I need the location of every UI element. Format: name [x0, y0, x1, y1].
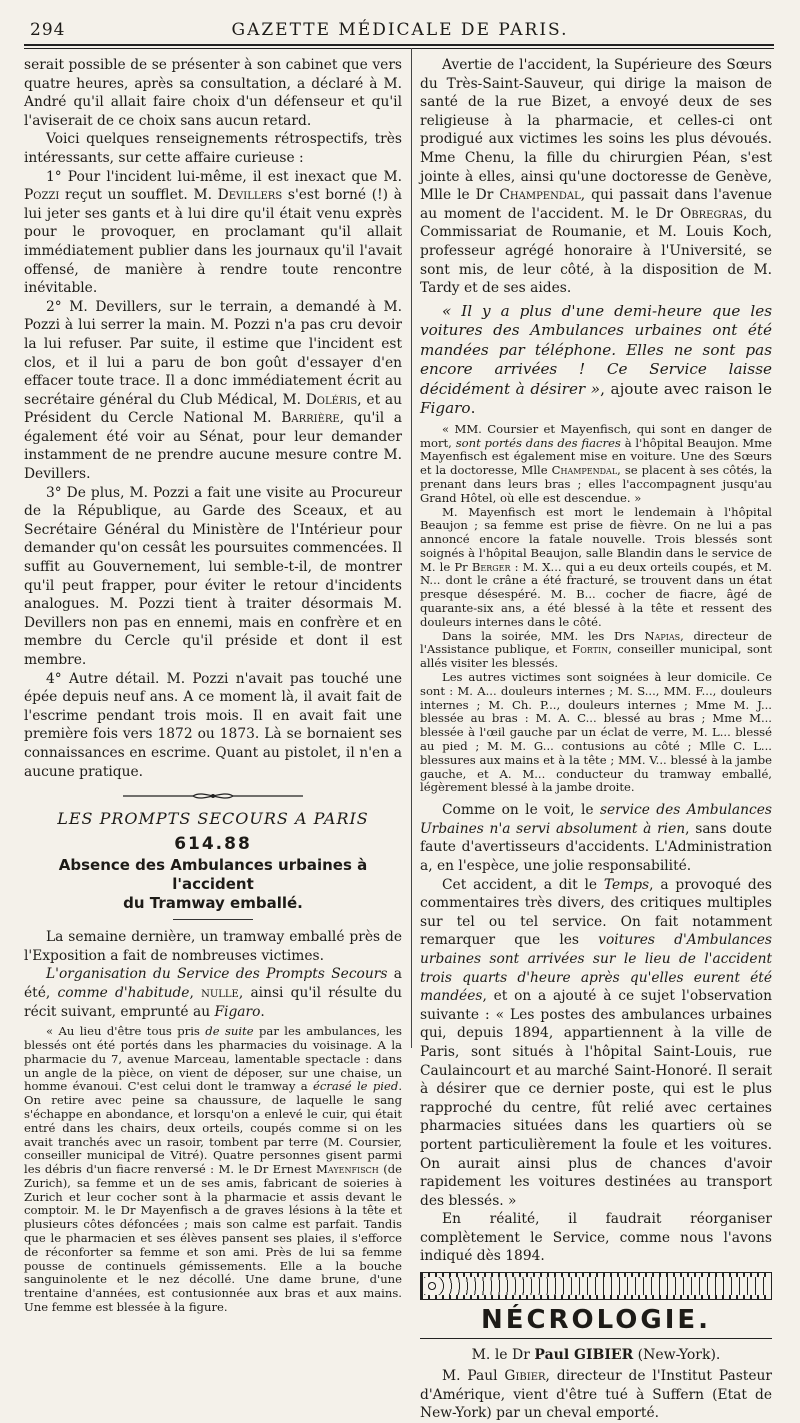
header-rule	[24, 44, 774, 49]
paragraph: 2° M. Devillers, sur le terrain, a demandé à M. Pozzi à lui serrer la main. M. Pozzi n'a pas cru devoir la lui refuser. Par suite, il estime que l'incident est clos, et il lui a paru de bon goût d'essayer d'en effacer toute trace. Il a donc immédiatement écrit au secrétaire général du Club Médical, M. Doléris, et au Président du Cercle National M. Barrière, qu'il a également été voir au Sénat, pour leur demander instamment de ne prendre aucune mesure contre M. Devillers.	[24, 298, 402, 483]
ornamental-band	[420, 1272, 772, 1300]
paragraph: Comme on le voit, le service des Ambulances Urbaines n'a servi absolument à rien, sans doute faute d'avertisseurs d'accidents. L'Administration a, en l'espèce, une jolie responsabilité.	[420, 802, 772, 875]
column-divider	[411, 48, 412, 1048]
journal-title: GAZETTE MÉDICALE DE PARIS.	[231, 20, 569, 40]
paragraph: La semaine dernière, un tramway emballé près de l'Exposition a fait de nombreuses victimes.	[24, 929, 402, 964]
obituary-heading: NÉCROLOGIE.	[480, 1305, 712, 1336]
paragraph: 3° De plus, M. Pozzi a fait une visite au Procureur de la République, au Garde des Sceaux, et au Secrétaire Général du Ministère de l'Intérieur pour demander qu'on cessât les poursuites commencées. Il suffit au Gouvernement, lui semble-t-il, de montrer qu'il peut frapper, pour éviter le retour d'incidents analogues. M. Pozzi tient à traiter désormais M. Devillers non pas en ennemi, mais en confrère et en membre du Cercle qu'il préside et dont il est membre.	[24, 484, 402, 668]
quoted-text: Dans la soirée, MM. les Drs Napias, directeur de l'Assistance publique, et Fortin, conseiller municipal, sont allés visiter les blessés.	[420, 628, 772, 671]
quoted-text: « MM. Coursier et Mayenfisch, qui sont en danger de mort, sont portés dans des fiacres à l'hôpital Beaujon. Mme Mayenfisch est également mise en voiture. Une des Sœurs et la doctoresse, Mlle Champendal, se placent à ses côtés, la prenant dans leurs bras ; elles l'accompagnent jusqu'au Grand Hôtel, où elle est descendue. »	[420, 421, 773, 505]
quoted-text: Les autres victimes sont soignées à leur domicile. Ce sont : M. A... douleurs internes ; M. S..., MM. F..., douleurs internes ; M. Ch. P..., douleurs internes ; Mme M. J... blessée au bras : M. A. C... blessé au bras ; Mme M... blessée à l'œil gauche par un éclat de verre, M. L... blessé au pied ; M. M. G... contusions au côté ; Mlle C. L... blessures aux mains et à la tête ; MM. V... blessé à la jambe gauche, et A. M... conducteur du tramway emballé, légèrement blessé à la jambe droite.	[420, 670, 772, 795]
quoted-text: M. Mayenfisch est mort le lendemain à l'hôpital Beaujon ; sa femme est prise de fièvre. On ne lui a pas annoncé encore la fatale nouvelle. Trois blessés sont soignés à l'hôpital Beaujon, salle Blandin dans le service de M. le Pr Berger : M. X... qui a eu deux orteils coupés, et M. N... dont le crâne a été fracturé, se trouvent dans un état presque désespéré. M. B... cocher de fiacre, âgé de quarante-six ans, a été blessé à la tête et ressent des douleurs internes dans le côté.	[420, 504, 772, 629]
quoted-text: « Au lieu d'être tous pris de suite par les ambulances, les blessés ont été portés dans les pharmacies du voisinage. A la pharmacie du 7, avenue Marceau, lamentable spectacle : dans un angle de la pièce, on vient de déposer, sur une chaise, un homme évanoui. C'est celui dont le tramway a écrasé le pied. On retire avec peine sa chaussure, de laquelle le sang s'échappe en abondance, et lorsqu'on a enlevé le cuir, qui était entré dans les chairs, deux orteils, coupés comme si on les avait tranchés avec un rasoir, tombent par terre (M. Coursier, conseiller municipal de Vitré). Quatre personnes gisent parmi les débris d'un fiacre renversé : M. le Dr Ernest Mayenfisch (de Zurich), sa femme et un de ses amis, fabricant de soieries à Zurich et leur cocher sont à la pharmacie et assis devant le comptoir. M. le Dr Mayenfisch a de graves lésions à la tête et plusieurs côtes défoncées ; mais son calme est parfait. Tandis que le pharmacien et ses élèves pansent ses plaies, il s'efforce de réconforter sa femme et son ami. Près de lui sa femme pousse de continuels gémissements. Elle a la bouche sanguinolente et le nez décollé. Une dame brune, d'une trentaine d'années, est contusionnée aux bras et aux mains. Une femme est blessée à la figure.	[24, 1024, 402, 1315]
paragraph: serait possible de se présenter à son cabinet que vers quatre heures, après sa consultation, a déclaré à M. André qu'il allait faire choix d'un défenseur et qu'il l'aviserait de ce choix sans aucun retard.	[24, 57, 402, 129]
paragraph: M. Paul Gibier, directeur de l'Institut Pasteur d'Amérique, vient d'être tué à Suffern (Etat de New-York) par un cheval emporté.	[420, 1368, 772, 1422]
left-column	[24, 56, 402, 1315]
highlighted-quote: « Il y a plus d'une demi-heure que les voitures des Ambulances urbaines ont été mandées par téléphone. Elles ne sont pas encore arrivées ! Ce Service laisse décidément à désirer », ajoute avec raison le Figaro.	[420, 301, 772, 418]
page-header	[30, 18, 770, 42]
article-headline: du Tramway emballé.	[123, 894, 303, 913]
ornament-divider	[24, 789, 402, 803]
section-title: LES PROMPTS SECOURS A PARIS	[57, 809, 369, 829]
heading-rule	[420, 1338, 772, 1339]
paragraph: Avertie de l'accident, la Supérieure des Sœurs du Très-Saint-Sauveur, qui dirige la maison de santé de la rue Bizet, a envoyé deux de ses religieuse à la pharmacie, et celles-ci ont prodigué aux victimes les soins les plus dévoués. Mme Chenu, la fille du chirurgien Péan, s'est jointe à elles, ainsi qu'une doctoresse de Genève, Mlle le Dr Champendal, qui passait dans l'avenue au moment de l'accident. M. le Dr Obregras, du Commissariat de Roumanie, et M. Louis Koch, professeur agrégé honoraire à l'Université, se sont mis, de leur côté, à la disposition de M. Tardy et de ses aides.	[420, 57, 772, 297]
classification-number: 614.88	[174, 834, 252, 855]
paragraph: En réalité, il faudrait réorganiser complètement le Service, comme nous l'avons indiqué dès 1894.	[420, 1211, 772, 1265]
short-rule	[173, 919, 253, 920]
paragraph: Cet accident, a dit le Temps, a provoqué des commentaires très divers, des critiques multiples sur tel ou tel service. On fait notamment remarquer que les voitures d'Ambulances urbaines sont arrivées sur le lieu de l'accident trois quarts d'heure après qu'elles eurent été mandées, et on a ajouté à ce sujet l'observation suivante : « Les postes des ambulances urbaines qui, depuis 1894, appartiennent à la ville de Paris, sont situés à l'hôpital Saint-Louis, rue Caulaincourt et au marché Saint-Honoré. Il serait à désirer que ce dernier poste, qui est le plus rapproché du centre, fût relié avec certaines pharmacies situées dans les quartiers où se portent particulièrement la foule et les voitures. On aurait ainsi plus de chances d'avoir rapidement les voitures destinées au transport des blessés. »	[420, 876, 773, 1209]
paragraph: 4° Autre détail. M. Pozzi n'avait pas touché une épée depuis neuf ans. A ce moment là, il avait fait de l'escrime pendant trois mois. Il en avait fait une première fois vers 1872 ou 1873. Là se bornaient ses connaissances en escrime. Quant au pistolet, il n'en a aucune pratique.	[24, 670, 402, 780]
paragraph: L'organisation du Service des Prompts Secours a été, comme d'habitude, nulle, ainsi qu'il résulte du récit suivant, emprunté au Figaro.	[24, 966, 402, 1020]
paragraph: Voici quelques renseignements rétrospectifs, très intéressants, sur cette affaire curieuse :	[24, 131, 402, 166]
page-number: 294	[30, 20, 66, 40]
right-column	[420, 56, 772, 1423]
paragraph: 1° Pour l'incident lui-même, il est inexact que M. Pozzi reçut un soufflet. M. Devillers s'est borné (!) à lui jeter ses gants et à lui dire qu'il était venu exprès pour le provoquer, en proclamant qu'il allait immédiatement publier dans les journaux qu'il l'avait offensé, de manière à rendre toute rencontre inévitable.	[24, 168, 402, 297]
article-headline: Absence des Ambulances urbaines à l'accident	[58, 856, 368, 894]
obituary-name: M. le Dr Paul GIBIER (New-York).	[471, 1347, 721, 1364]
